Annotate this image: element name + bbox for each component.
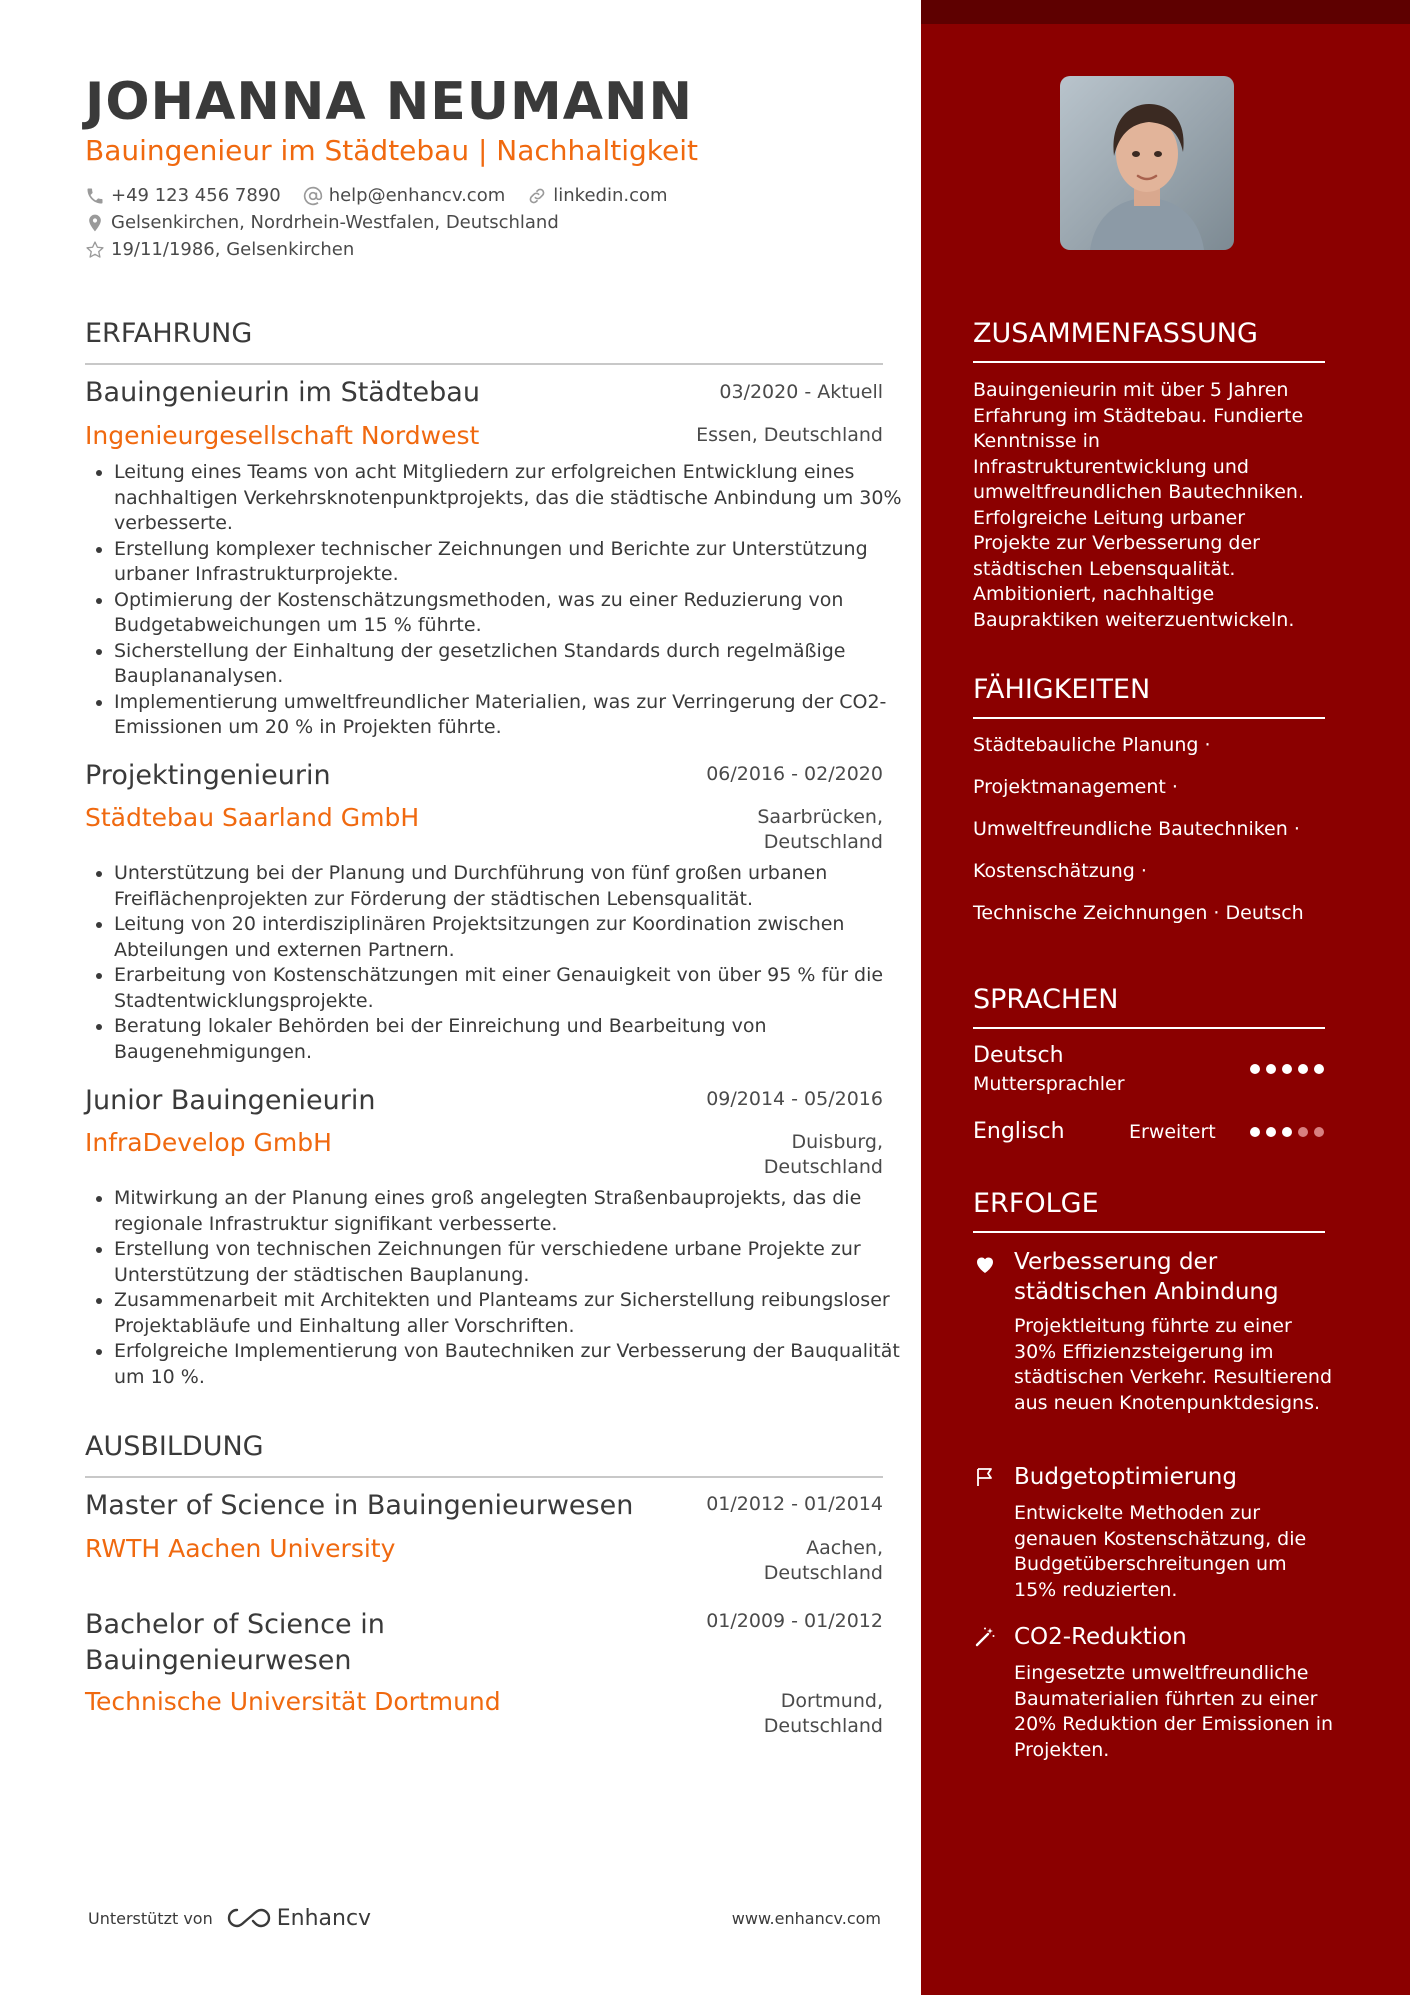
job-company: InfraDevelop GmbH <box>85 1128 332 1157</box>
rating-dot-filled <box>1250 1064 1260 1074</box>
job-bullets <box>85 460 912 741</box>
job-location-line: Deutschland <box>763 1156 883 1178</box>
language-level: Muttersprachler <box>973 1073 1125 1095</box>
headline: Bauingenieur im Städtebau | Nachhaltigkeit <box>85 134 698 167</box>
footer-powered-by <box>88 1905 371 1931</box>
job-location-line: Deutschland <box>763 831 883 853</box>
email-text[interactable]: help@enhancv.com <box>328 185 506 206</box>
birth-item <box>85 239 354 260</box>
rating-dot-filled <box>1266 1064 1276 1074</box>
job-location-line: Duisburg, <box>791 1131 883 1153</box>
degree-title <box>85 1607 385 1679</box>
phone-item <box>85 185 281 206</box>
job-date: 09/2014 - 05/2016 <box>706 1088 883 1110</box>
bullet-item: • Mitwirkung an der Planung eines groß angelegten Straßenbauprojekts, das die regionale Infrastruktur signifikant verbesserte. <box>114 1186 912 1237</box>
achievement-desc: Projektleitung führte zu einer 30% Effizienzsteigerung im städtischen Verkehr. Resultierend aus neuen Knotenpunktdesigns. <box>1014 1315 1333 1414</box>
language-name: Englisch <box>973 1119 1065 1144</box>
language-level: Erweitert <box>1129 1121 1216 1143</box>
bullet-item: • Erarbeitung von Kostenschätzungen mit einer Genauigkeit von über 95 % für die Stadtentwicklungsprojekte. <box>114 963 912 1014</box>
skill-item: Projektmanagement · <box>973 776 1178 798</box>
birth-text: 19/11/1986, Gelsenkirchen <box>111 239 355 260</box>
degree-title-line: Bauingenieurwesen <box>85 1645 352 1676</box>
achievement-desc: Eingesetzte umweltfreundliche Baumaterialien führten zu einer 20% Reduktion der Emissionen in Projekten. <box>1014 1662 1334 1761</box>
degree-title: Master of Science in Bauingenieurwesen <box>85 1490 634 1521</box>
contact-row-2 <box>85 212 581 233</box>
heart-icon <box>973 1252 997 1276</box>
summary-text: Bauingenieurin mit über 5 Jahren Erfahrung im Städtebau. Fundierte Kenntnisse in Infrastrukturentwicklung und umweltfreundlichen Bautechniken. Erfolgreiche Leitung urbaner Projekte zur Verbesserung der städtischen Lebensqualität. Ambitioniert, nachhaltige Baupraktiken weiterzuentwickeln. <box>973 379 1305 631</box>
achievement-title: CO2-Reduktion <box>1014 1624 1187 1650</box>
rating-dot-filled <box>1314 1064 1324 1074</box>
education-location-line: Deutschland <box>763 1562 883 1584</box>
phone-icon <box>85 186 105 206</box>
education-date: 01/2012 - 01/2014 <box>706 1493 883 1515</box>
achievement-title: Verbesserung der städtischen Anbindung <box>1014 1249 1279 1305</box>
school-name: Technische Universität Dortmund <box>85 1687 501 1716</box>
summary-section-title: ZUSAMMENFASSUNG <box>973 318 1325 363</box>
flag-icon <box>973 1465 997 1489</box>
rating-dot-empty <box>1298 1127 1308 1137</box>
bullet-item: • Zusammenarbeit mit Architekten und Planteams zur Sicherstellung reibungsloser Projektabläufe und Einhaltung aller Vorschriften. <box>114 1288 912 1339</box>
education-location-line: Aachen, <box>806 1537 883 1559</box>
bullet-item: • Optimierung der Kostenschätzungsmethoden, was zu einer Reduzierung von Budgetabweichungen um 15 % führte. <box>114 588 912 639</box>
job-date: 06/2016 - 02/2020 <box>706 763 883 785</box>
bullet-item: • Sicherstellung der Einhaltung der gesetzlichen Standards durch regelmäßige Bauplananalysen. <box>114 639 912 690</box>
achievement-desc: Entwickelte Methoden zur genauen Kostenschätzung, die Budgetüberschreitungen um 15% reduzierten. <box>1014 1502 1307 1601</box>
education-location-line: Deutschland <box>763 1715 883 1737</box>
education-location <box>764 1536 883 1586</box>
languages-section-title: SPRACHEN <box>973 984 1325 1029</box>
phone-text[interactable]: +49 123 456 7890 <box>111 185 281 206</box>
achievement-title: Budgetoptimierung <box>1014 1464 1237 1490</box>
linkedin-item <box>527 185 667 206</box>
rating-dot-filled <box>1250 1127 1260 1137</box>
education-location <box>764 1689 883 1739</box>
link-icon <box>527 186 547 206</box>
location-pin-icon <box>85 213 105 233</box>
footer-url[interactable]: www.enhancv.com <box>731 1909 881 1928</box>
bullet-item: • Leitung von 20 interdisziplinären Projektsitzungen zur Koordination zwischen Abteilungen und externen Partnern. <box>114 912 912 963</box>
job-location <box>764 1130 883 1180</box>
job-company: Ingenieurgesellschaft Nordwest <box>85 421 480 450</box>
job-title: Junior Bauingenieurin <box>85 1085 376 1116</box>
school-name: RWTH Aachen University <box>85 1534 396 1563</box>
avatar <box>1060 76 1234 250</box>
language-rating <box>1244 1064 1324 1074</box>
bullet-item: • Leitung eines Teams von acht Mitgliedern zur erfolgreichen Entwicklung eines nachhaltigen Verkehrsknotenpunktprojekts, das die städtische Anbindung um 30% verbesserte. <box>114 460 912 537</box>
sidebar-top-band <box>921 0 1410 24</box>
skill-item: Technische Zeichnungen · Deutsch <box>973 902 1304 924</box>
magic-wand-icon <box>973 1625 997 1649</box>
job-date: 03/2020 - Aktuell <box>719 381 883 403</box>
language-name: Deutsch <box>973 1043 1064 1068</box>
linkedin-text[interactable]: linkedin.com <box>553 185 668 206</box>
skill-item: Umweltfreundliche Bautechniken · <box>973 818 1300 840</box>
job-title: Projektingenieurin <box>85 760 331 791</box>
bullet-item: • Beratung lokaler Behörden bei der Einreichung und Bearbeitung von Baugenehmigungen. <box>114 1014 912 1065</box>
enhancv-logo-icon <box>225 1905 273 1931</box>
powered-by-text: Unterstützt von <box>88 1908 213 1928</box>
rating-dot-filled <box>1282 1127 1292 1137</box>
contact-row-1 <box>85 185 690 206</box>
rating-dot-empty <box>1314 1127 1324 1137</box>
brand-name: Enhancv <box>276 1905 372 1931</box>
education-date: 01/2009 - 01/2012 <box>706 1610 883 1632</box>
star-icon <box>85 240 105 260</box>
language-rating <box>1244 1127 1324 1137</box>
job-location-line: Saarbrücken, <box>757 806 883 828</box>
sidebar-column <box>921 0 1410 1995</box>
rating-dot-filled <box>1298 1064 1308 1074</box>
contact-row-3 <box>85 239 376 260</box>
education-section-title: AUSBILDUNG <box>85 1431 883 1478</box>
skills-section-title: FÄHIGKEITEN <box>973 674 1325 719</box>
job-bullets <box>85 861 912 1065</box>
skill-item: Kostenschätzung · <box>973 860 1147 882</box>
bullet-item: • Implementierung umweltfreundlicher Materialien, was zur Verringerung der CO2-Emissionen um 20 % in Projekten führte. <box>114 690 912 741</box>
experience-section-title: ERFAHRUNG <box>85 318 883 365</box>
bullet-item: • Erstellung von technischen Zeichnungen für verschiedene urbane Projekte zur Unterstützung der städtischen Bauplanung. <box>114 1237 912 1288</box>
job-location: Essen, Deutschland <box>696 424 883 446</box>
profile-photo <box>1060 76 1234 250</box>
job-title: Bauingenieurin im Städtebau <box>85 377 480 408</box>
job-bullets <box>85 1186 912 1390</box>
education-location-line: Dortmund, <box>780 1690 883 1712</box>
rating-dot-filled <box>1282 1064 1292 1074</box>
at-icon <box>303 186 323 206</box>
candidate-name: JOHANNA NEUMANN <box>85 72 693 132</box>
rating-dot-filled <box>1266 1127 1276 1137</box>
email-item <box>303 185 506 206</box>
bullet-item: • Erfolgreiche Implementierung von Bautechniken zur Verbesserung der Bauqualität um 10 %. <box>114 1339 912 1390</box>
job-company: Städtebau Saarland GmbH <box>85 803 420 832</box>
location-text: Gelsenkirchen, Nordrhein-Westfalen, Deutschland <box>111 212 559 233</box>
location-item <box>85 212 559 233</box>
bullet-item: • Erstellung komplexer technischer Zeichnungen und Berichte zur Unterstützung urbaner Infrastrukturprojekte. <box>114 537 912 588</box>
achievements-section-title: ERFOLGE <box>973 1188 1325 1233</box>
job-location <box>757 805 883 855</box>
degree-title-line: Bachelor of Science in <box>85 1609 385 1640</box>
bullet-item: • Unterstützung bei der Planung und Durchführung von fünf großen urbanen Freiflächenprojekten zur Förderung der städtischen Lebensqualität. <box>114 861 912 912</box>
skill-item: Städtebauliche Planung · <box>973 734 1211 756</box>
